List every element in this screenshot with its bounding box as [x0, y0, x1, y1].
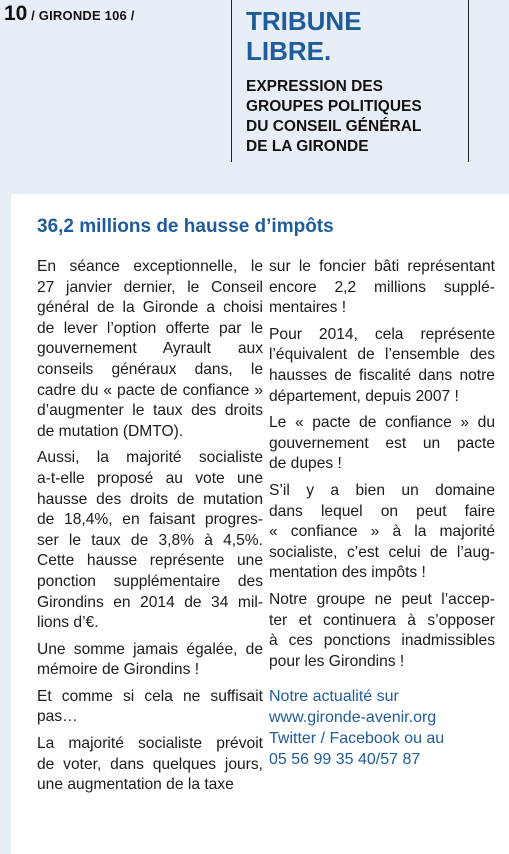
article-paragraph: [269, 590, 495, 672]
article-paragraph: [37, 687, 263, 728]
text-line: dans lequel on peut faire: [269, 502, 495, 520]
text-line: conseils généraux dans, le: [37, 360, 263, 378]
text-line: mémoire de Girondins !: [37, 661, 200, 679]
text-line: S’il y a bien un domaine: [269, 481, 495, 499]
text-line: département, depuis 2007 !: [269, 387, 459, 405]
article-paragraph: [269, 257, 495, 319]
text-line: pas…: [37, 708, 78, 726]
text-line: Notre groupe ne peut l’accep-: [269, 590, 495, 608]
text-line: l’équivalent de l’ensemble des: [269, 346, 495, 364]
contact-line: Notre actualité sur: [269, 688, 399, 706]
text-line: à ces ponctions inadmissibles: [269, 632, 495, 650]
text-line: En séance exceptionnelle, le: [37, 258, 263, 275]
tribune-title: [246, 6, 446, 66]
text-line: socialiste, c’est celui de l’aug-: [269, 543, 495, 561]
text-line: 27 janvier dernier, le Conseil: [37, 278, 263, 296]
text-line: mentaires !: [269, 299, 347, 317]
text-line: de dupes !: [269, 455, 342, 473]
article-paragraph: [37, 448, 263, 633]
text-line: Cette hausse représente une: [37, 552, 263, 570]
article-paragraph: [269, 481, 495, 584]
text-line: Aussi, la majorité socialiste: [37, 449, 263, 467]
article-paragraph: [37, 734, 263, 796]
text-line: hausses de fiscalité dans notre: [269, 366, 495, 384]
text-line: encore 2,2 millions supplé-: [269, 278, 495, 296]
text-line: gouvernement est un pacte: [269, 434, 495, 452]
text-line: de voter, dans quelques jours,: [37, 755, 263, 773]
text-line: a-t-elle proposé au vote une: [37, 469, 263, 487]
text-line: d’augmenter le taux des droits: [37, 402, 263, 420]
text-line: Girondins en 2014 de 34 mil-: [37, 593, 263, 611]
article-paragraph: [269, 413, 495, 475]
text-line: ponction supplémentaire des: [37, 572, 263, 590]
article-panel: [11, 194, 509, 854]
text-line: Et comme si cela ne suffisait: [37, 687, 263, 705]
text-line: général de la Gironde a choisi: [37, 299, 263, 317]
tribune-title-line: LIBRE.: [246, 36, 332, 66]
subtitle-line: DE LA GIRONDE: [246, 138, 369, 155]
tribune-subtitle: [246, 77, 461, 157]
text-line: de mutation (DMTO).: [37, 422, 184, 440]
contact-block: [269, 686, 495, 770]
subtitle-line: DU CONSEIL GÉNÉRAL: [246, 118, 422, 135]
text-line: pour les Girondins !: [269, 652, 405, 670]
page-number-value: 10: [4, 2, 28, 25]
text-line: Le « pacte de confiance » du: [269, 414, 495, 432]
text-line: ser le taux de 3,8% à 4,5%.: [37, 531, 263, 549]
article-title: 36,2 millions de hausse d’impôts: [37, 216, 334, 237]
article-paragraph: [37, 257, 263, 442]
text-line: de lever l’option offerte par le: [37, 319, 263, 337]
text-line: La majorité socialiste prévoit: [37, 735, 263, 753]
article-paragraph: [37, 640, 263, 681]
text-line: de 18,4%, en faisant progres-: [37, 511, 263, 529]
subtitle-line: EXPRESSION DES: [246, 78, 383, 95]
text-line: « confiance » à la majorité: [269, 523, 495, 541]
contact-line: Twitter / Facebook ou au: [269, 730, 445, 748]
section-label: / GIRONDE 106 /: [27, 8, 135, 23]
text-line: une augmentation de la taxe: [37, 776, 234, 794]
article-column-left: [37, 257, 263, 802]
article-paragraph: [269, 325, 495, 407]
tribune-box: [231, 0, 469, 162]
text-line: lions d’€.: [37, 614, 99, 632]
text-line: Une somme jamais égalée, de: [37, 640, 263, 658]
page-header: [0, 0, 509, 180]
subtitle-line: GROUPES POLITIQUES: [246, 98, 422, 115]
text-line: hausse des droits de mutation: [37, 490, 263, 508]
contact-line: 05 56 99 35 40/57 87: [269, 751, 421, 769]
website-link[interactable]: www.gironde-avenir.org: [269, 709, 437, 727]
text-line: mentation des impôts !: [269, 564, 426, 582]
text-line: Pour 2014, cela représente: [269, 325, 495, 343]
text-line: sur le foncier bâti représentant: [269, 258, 495, 275]
tribune-title-line: TRIBUNE: [246, 6, 362, 36]
article-column-right: [269, 257, 495, 770]
text-line: ter et continuera à s’opposer: [269, 611, 495, 629]
page-number: [4, 2, 135, 26]
text-line: gouvernement Ayrault aux: [37, 340, 263, 358]
text-line: cadre du « pacte de confiance »: [37, 381, 263, 399]
